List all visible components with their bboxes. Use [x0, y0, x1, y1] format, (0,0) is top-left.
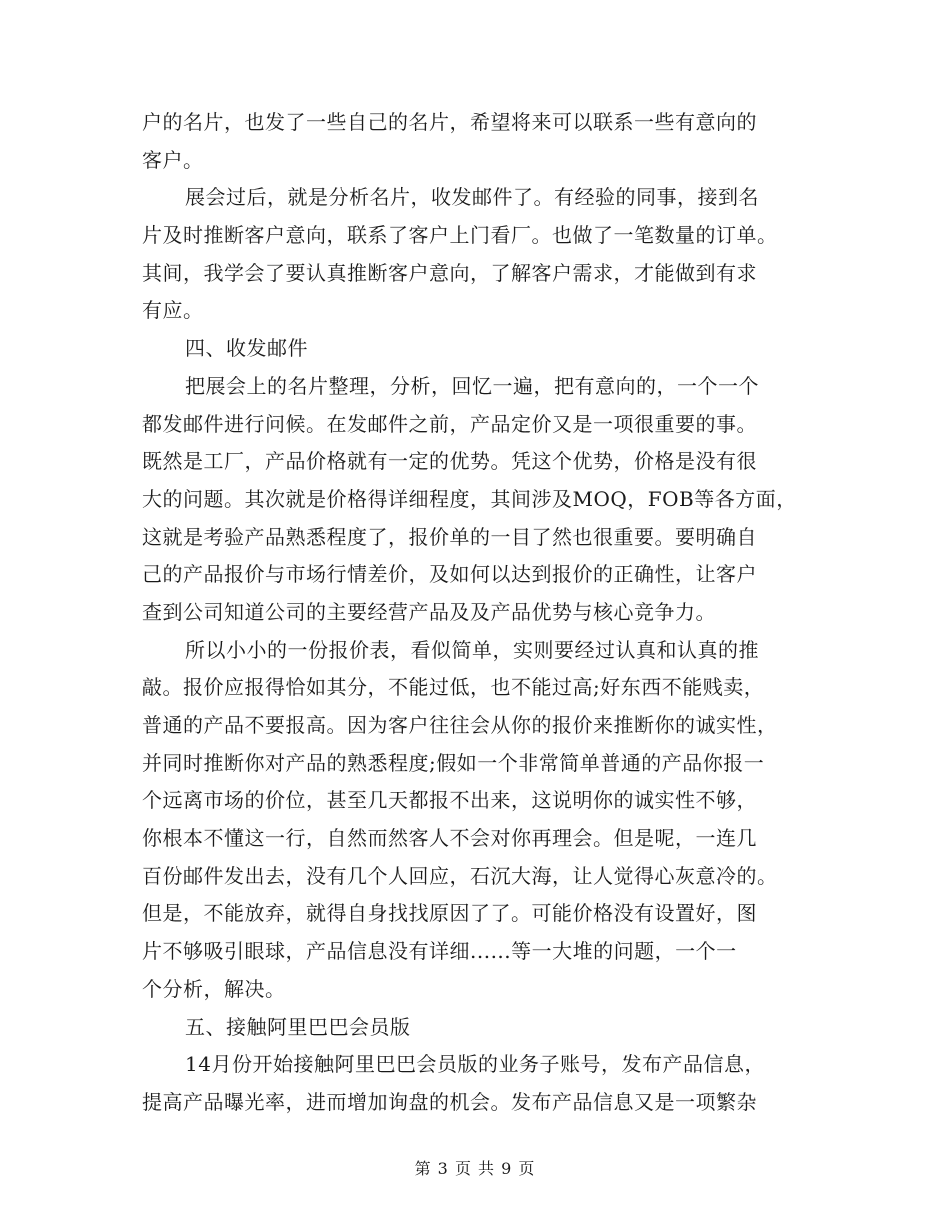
- text-line: 这就是考验产品熟悉程度了，报价单的一目了然也很重要。要明确自: [142, 524, 757, 549]
- text-line: 其间，我学会了要认真推断客户意向，了解客户需求，才能做到有求: [142, 260, 757, 285]
- text-line: 但是，不能放弃，就得自身找找原因了了。可能价格没有设置好，图: [142, 901, 757, 926]
- text-line: 客户。: [142, 147, 204, 172]
- text-line: 都发邮件进行问候。在发邮件之前，产品定价又是一项很重要的事。: [142, 411, 757, 436]
- text-line: 户的名片，也发了一些自己的名片，希望将来可以联系一些有意向的: [142, 110, 757, 134]
- section-heading: 四、收发邮件: [185, 336, 308, 361]
- text-line: 百份邮件发出去，没有几个人回应，石沉大海，让人觉得心灰意冷的。: [142, 863, 778, 888]
- text-line: 既然是工厂，产品价格就有一定的优势。凭这个优势，价格是没有很: [142, 449, 757, 474]
- paragraph-start: 14月份开始接触阿里巴巴会员版的业务子账号，发布产品信息，: [185, 1052, 765, 1077]
- text-line: 个分析，解决。: [142, 976, 286, 1001]
- text-line: 查到公司知道公司的主要经营产品及及产品优势与核心竞争力。: [142, 599, 716, 624]
- text-line: 敲。报价应报得恰如其分，不能过低，也不能过高;好东西不能贱卖，: [142, 675, 765, 700]
- text-line: 你根本不懂这一行，自然而然客人不会对你再理会。但是呢，一连几: [142, 826, 757, 851]
- section-heading: 五、接触阿里巴巴会员版: [185, 1014, 411, 1039]
- text-line: 个远离市场的价位，甚至几天都报不出来，这说明你的诚实性不够，: [142, 788, 757, 813]
- text-line: 片及时推断客户意向，联系了客户上门看厂。也做了一笔数量的订单。: [142, 223, 778, 248]
- paragraph-start: 把展会上的名片整理，分析，回忆一遍，把有意向的，一个一个: [185, 373, 759, 398]
- text-line: 提高产品曝光率，进而增加询盘的机会。发布产品信息又是一项繁杂: [142, 1089, 757, 1114]
- text-line: 片不够吸引眼球，产品信息没有详细......等一大堆的问题，一个一: [142, 939, 737, 964]
- text-line: 有应。: [142, 298, 204, 323]
- text-line: 普通的产品不要报高。因为客户往往会从你的报价来推断你的诚实性，: [142, 713, 778, 737]
- text-line: 大的问题。其次就是价格得详细程度，其间涉及MOQ，FOB等各方面，: [142, 486, 797, 511]
- document-body: [142, 104, 804, 1122]
- paragraph-start: 展会过后，就是分析名片，收发邮件了。有经验的同事，接到名: [185, 185, 759, 210]
- page-number: 第 3 页 共 9 页: [414, 1159, 536, 1178]
- text-line: 己的产品报价与市场行情差价，及如何以达到报价的正确性，让客户: [142, 562, 757, 587]
- text-line: 并同时推断你对产品的熟悉程度;假如一个非常简单普通的产品你报一: [142, 750, 765, 775]
- paragraph-start: 所以小小的一份报价表，看似简单，实则要经过认真和认真的推: [185, 637, 759, 662]
